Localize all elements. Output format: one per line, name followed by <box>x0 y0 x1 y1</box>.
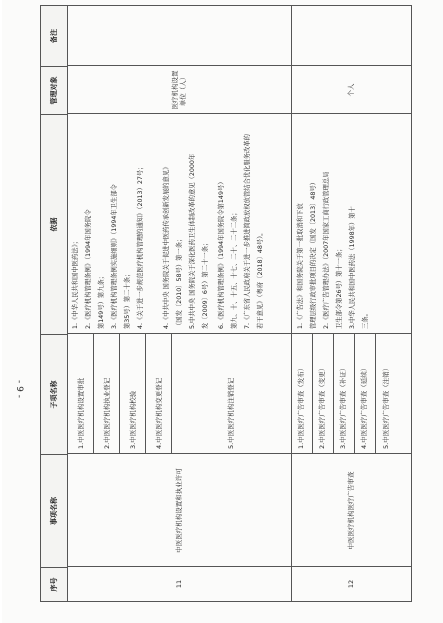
subitem-divider <box>312 334 313 454</box>
management-target: 个人 <box>347 83 355 97</box>
document-page <box>2 0 443 623</box>
subitem-divider <box>333 334 334 454</box>
subitem-divider <box>93 334 94 454</box>
basis-text-line: 三条。 <box>362 310 369 329</box>
basis-text-line: 第35号）第二十条； <box>124 270 131 329</box>
header-basis: 依据 <box>41 114 67 334</box>
subitem-divider <box>375 334 376 454</box>
basis-text-line: 3.中华人民共和国中医药法（1998年）第十 <box>349 206 356 329</box>
row-number: 12 <box>347 579 355 589</box>
management-target: 医疗机构设置单位（人） <box>171 70 187 110</box>
basis-text-line: 第149号）第九条； <box>98 272 105 329</box>
subitem-divider <box>145 334 146 454</box>
basis-text-line: 1.《中华人民共和国中医药法》； <box>72 237 79 329</box>
subitem-label: 5.中医医疗广告审查（注销） <box>382 364 390 449</box>
header-item: 事项名称 <box>41 454 67 567</box>
rotated-table-layer <box>40 5 412 602</box>
basis-text-line: 若干意见》（粤府〔2018〕48号）。 <box>257 229 264 329</box>
subitem-label: 5.中医医疗机构注销登记 <box>227 377 235 449</box>
basis-text-line: 第九、十、十五、十七、二十、二十二条； <box>231 209 238 329</box>
basis-text-line: 7.《广东省人民政府关于进一步推进简政放权放管结合优化服务改革的 <box>244 134 251 329</box>
basis-text-line: 1.《广告法》和国务院关于第一批取消和下放 <box>297 203 304 329</box>
basis-text-line: 发〔2009〕6号）第二十一条； <box>202 239 209 329</box>
page-number: - 9 - <box>14 380 24 398</box>
subitem-label: 3.中医医疗机构校验 <box>129 390 137 449</box>
basis-text-line: 3.《医疗机构管理条例实施细则》（1994年卫生部令 <box>111 184 118 329</box>
basis-text-line: 6.《医疗机构管理条例》（1994年国务院令第149号） <box>218 178 225 329</box>
subitem-label: 4.中医医疗广告审查（延续） <box>360 364 368 449</box>
basis-text-line: 5.中共中央 国务院关于深化医药卫生体制改革的意见（2000年 <box>189 153 196 329</box>
header-remark: 备注 <box>50 29 58 43</box>
subitem-divider <box>119 334 120 454</box>
subitem-label: 2.中医医疗广告审查（变更） <box>318 364 326 449</box>
basis-text-line: 2.《医疗机构管理条例》（1994年国务院令 <box>85 209 92 329</box>
subitem-label: 3.中医医疗广告审查（补证） <box>339 364 347 449</box>
subitem-label: 1.中医医疗机构设置审批 <box>77 377 85 449</box>
subitem-label: 4.中医医疗机构变更登记 <box>155 377 163 449</box>
subitem-divider <box>171 334 172 454</box>
table-header-row <box>41 6 68 601</box>
basis-text-line: 卫生部令第26号）第十一条； <box>336 245 343 329</box>
item-name: 中医医疗机构医疗广告审查 <box>347 471 355 550</box>
header-subitem: 子项名称 <box>41 334 67 454</box>
row-number: 11 <box>175 579 183 589</box>
subitem-label: 1.中医医疗广告审查（发布） <box>297 364 305 449</box>
basis-text-line: 4.《关于进一步规范医疗机构管理的通知》（2013）27号； <box>137 163 144 329</box>
subitem-divider <box>354 334 355 454</box>
basis-text-line: （国发〔2010〕58号）第一条； <box>176 235 183 329</box>
subitem-label: 2.中医医疗机构执业登记 <box>103 377 111 449</box>
basis-text-line: 2.《医疗广告管理办法》（2007年国家工商行政管理总局 <box>323 171 330 329</box>
basis-text-line: 管理层级行政审批项目的决定（国发〔2013〕48号） <box>310 179 317 329</box>
basis-text-line: 4.《中共中央 国务院关于促进中医药传承创新发展的意见》 <box>163 163 170 329</box>
header-target: 管理对象 <box>41 66 67 114</box>
approval-items-table <box>40 5 412 602</box>
header-no: 序号 <box>41 567 67 601</box>
item-name: 中医医疗机构设置和执业许可 <box>175 468 183 553</box>
